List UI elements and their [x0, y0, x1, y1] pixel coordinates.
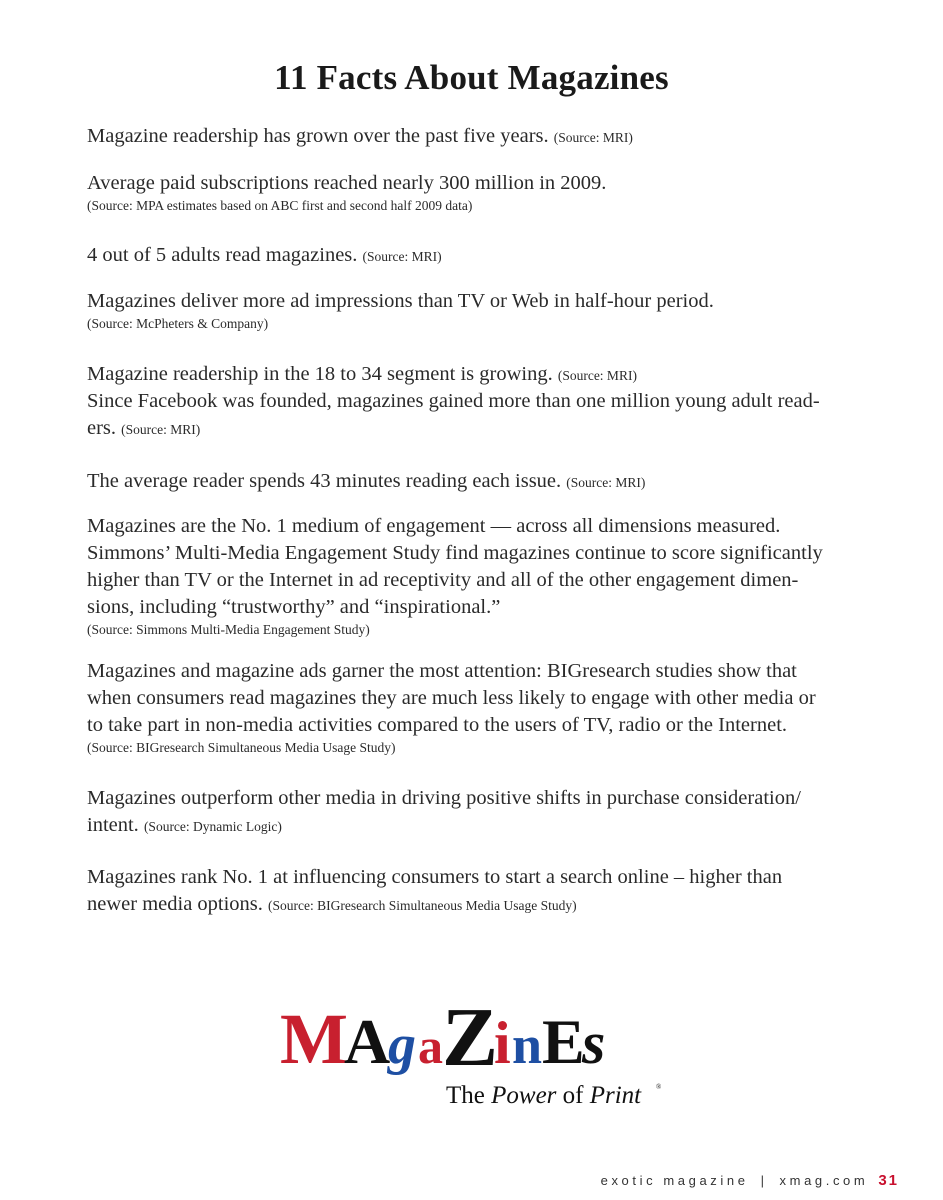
fact-2 [87, 170, 867, 215]
page-footer [601, 1172, 899, 1189]
fact-source: (Source: Dynamic Logic) [143, 819, 282, 834]
fact-text: Magazine readership has grown over the past five years. [87, 125, 549, 147]
fact-text-cont: newer media options. [87, 893, 263, 915]
fact-line: sions, including “trustworthy” and “inspirational.” [87, 596, 501, 618]
page-number: 31 [878, 1172, 899, 1189]
logo-letter-s: s [582, 1010, 606, 1076]
fact-10 [87, 785, 867, 840]
fact-8 [87, 513, 867, 639]
tagline-the: The [446, 1082, 492, 1109]
fact-source: (Source: McPheters & Company) [87, 316, 269, 331]
fact-text: 4 out of 5 adults read magazines. [87, 244, 358, 266]
fact-9 [87, 658, 867, 757]
fact-text: Since Facebook was founded, magazines gained more than one million young adult read- [87, 390, 820, 412]
fact-5 [87, 361, 867, 389]
logo-letter-z: Z [442, 991, 499, 1084]
fact-line: to take part in non-media activities compared to the users of TV, radio or the Internet. [87, 714, 788, 736]
fact-text: Magazines deliver more ad impressions than TV or Web in half-hour period. [87, 290, 714, 312]
logo-tagline [446, 1082, 662, 1109]
logo-letter-e: E [542, 1006, 585, 1077]
magazines-logo [278, 985, 666, 1113]
fact-source: (Source: MRI) [362, 249, 442, 264]
svg-text:The Power of Print [446, 1082, 642, 1109]
fact-source: (Source: MRI) [566, 475, 646, 490]
logo-letter-a2: a [418, 1018, 443, 1074]
fact-line: Simmons’ Multi-Media Engagement Study find magazines continue to score significantly [87, 542, 823, 564]
fact-7 [87, 468, 867, 496]
page-title: 11 Facts About Magazines [274, 58, 669, 97]
fact-text-cont: ers. [87, 417, 117, 439]
fact-source: (Source: MRI) [121, 422, 201, 437]
fact-6 [87, 388, 867, 443]
fact-text: Magazine readership in the 18 to 34 segment is growing. [87, 363, 553, 385]
fact-4 [87, 288, 867, 333]
logo-letter-a: A [344, 1006, 391, 1077]
fact-11 [87, 864, 867, 919]
logo-letter-i: i [494, 1010, 511, 1076]
fact-text: Average paid subscriptions reached nearly 300 million in 2009. [87, 172, 607, 194]
logo-letter-m: M [280, 999, 348, 1079]
fact-line: when consumers read magazines they are much less likely to engage with other media or [87, 687, 816, 709]
footer-site: xmag.com [779, 1173, 869, 1188]
fact-source: (Source: MPA estimates based on ABC first and second half 2009 data) [87, 198, 473, 213]
fact-text-cont: intent. [87, 814, 139, 836]
footer-publication: exotic magazine [600, 1173, 749, 1188]
tagline-print: Print [589, 1082, 642, 1109]
fact-line: Magazines and magazine ads garner the most attention: BIGresearch studies show that [87, 660, 797, 682]
fact-line: Magazines are the No. 1 medium of engagement — across all dimensions measured. [87, 515, 781, 537]
fact-text: Magazines outperform other media in driving positive shifts in purchase consideration/ [87, 787, 801, 809]
tagline-power: Power [491, 1082, 557, 1109]
fact-source: (Source: MRI) [553, 130, 633, 145]
fact-source: (Source: BIGresearch Simultaneous Media Usage Study) [87, 740, 396, 755]
fact-line: higher than TV or the Internet in ad receptivity and all of the other engagement dimen- [87, 569, 799, 591]
fact-text: The average reader spends 43 minutes reading each issue. [87, 470, 562, 492]
fact-source: (Source: Simmons Multi-Media Engagement Study) [87, 622, 370, 637]
logo-letter-n: n [512, 1015, 543, 1075]
fact-1 [87, 123, 867, 151]
logo-letter-g: g [388, 1014, 416, 1076]
fact-text: Magazines rank No. 1 at influencing consumers to start a search online – higher than [87, 866, 783, 888]
fact-3 [87, 242, 867, 270]
footer-separator: | [760, 1173, 768, 1188]
registered-mark: ® [656, 1083, 662, 1091]
fact-source: (Source: BIGresearch Simultaneous Media Usage Study) [268, 898, 577, 913]
tagline-of: of [556, 1082, 590, 1109]
fact-source: (Source: MRI) [557, 368, 637, 383]
logo-wordmark [280, 991, 605, 1084]
